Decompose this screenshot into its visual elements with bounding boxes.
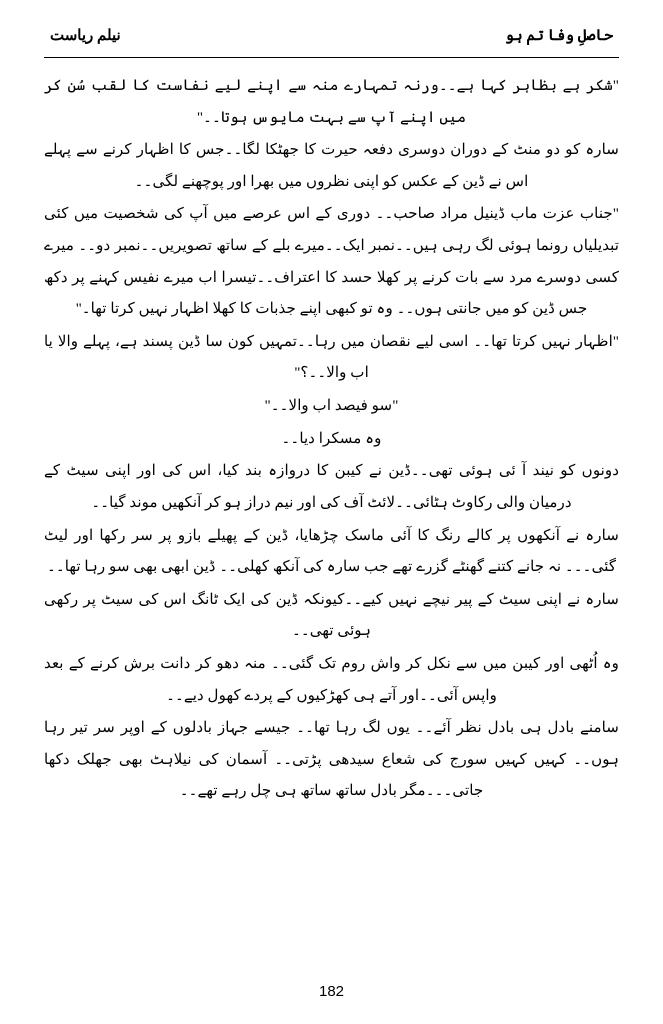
paragraph: وہ مسکرا دیا۔۔ <box>281 429 382 447</box>
paragraph: سارہ نے آنکھوں پر کالے رنگ کا آئی ماسک چڑھایا، ڈین کے پھیلے بازو پر سر رکھا اور لیٹ گئی۔۔۔ نہ جانے کتنے گھنٹے گزرے تھے جب سارہ کی آنکھ کھلی۔۔ ڈین ابھی بھی سو رہا تھا۔۔ <box>44 526 619 576</box>
paragraph: وہ اُٹھی اور کیبن میں سے نکل کر واش روم تک گئی۔۔ منہ دھو کر دانت برش کرنے کے بعد واپس آئی۔۔اور آتے ہی کھڑکیوں کے پردے کھول دیے۔۔ <box>44 654 619 704</box>
header-divider <box>44 57 619 58</box>
paragraph: "جناب عزت ماب ڈینیل مراد صاحب۔۔ دوری کے اس عرصے میں آپ کی شخصیت میں کئی تبدیلیاں رونما ہوئی لگ رہی ہیں۔۔نمبر ایک۔۔میرے بلے کے ساتھ تصویریں۔۔نمبر دو۔۔ میرے کسی دوسرے مرد سے بات کرنے پر کھلا حسد کا اعتراف۔۔تیسرا اب میرے نفیس کہنے پر دکھ جس ڈین کو میں جانتی ہوں۔۔ وہ تو کبھی اپنے جذبات کا کھلا اظہار نہیں کرتا تھا۔" <box>44 205 619 318</box>
body-text <box>44 70 619 807</box>
paragraph: "سو فیصد اب والا۔۔" <box>264 397 399 415</box>
paragraph: دونوں کو نیند آ ئی ہوئی تھی۔۔ڈین نے کیبن کا دروازہ بند کیا، اس کی اور اپنی سیٹ کے درمیان والی رکاوٹ ہٹائی۔۔لائٹ آف کی اور نیم دراز ہو کر آنکھیں موند گیا۔۔ <box>44 462 619 511</box>
author-name: نیلم ریاست <box>50 28 121 44</box>
page-header <box>44 26 619 47</box>
page-number: 182 <box>318 983 345 1000</box>
paragraph: "اظہار نہیں کرتا تھا۔۔ اسی لیے نقصان میں رہا۔۔تمہیں کون سا ڈین پسند ہے، پہلے والا یا اب والا۔۔؟" <box>44 332 619 382</box>
book-title: حاصلِ وفا تم ہو <box>505 28 613 44</box>
paragraph: "شکر ہے بظاہر کہا ہے۔۔ورنہ تمہارے منہ سے اپنے لیے نفاست کا لقب سُن کر میں اپنے آپ سے بہت مایوس ہوتا۔۔" <box>44 77 619 126</box>
paragraph: سارہ نے اپنی سیٹ کے پیر نیچے نہیں کیے۔۔کیونکہ ڈین کی ایک ٹانگ اس کی سیٹ پر رکھی ہوئی تھی۔۔ <box>44 590 619 640</box>
paragraph: سارہ کو دو منٹ کے دوران دوسری دفعہ حیرت کا جھٹکا لگا۔۔جس کا اظہار کرنے سے پہلے اس نے ڈین کے عکس کو اپنی نظروں میں بھرا اور پوچھنے لگی۔۔ <box>44 141 619 190</box>
paragraph: سامنے بادل ہی بادل نظر آئے۔۔ یوں لگ رہا تھا۔۔ جیسے جہاز بادلوں کے اوپر سر تیر رہا ہوں۔۔ کہیں کہیں سورج کی شعاع سیدھی پڑتی۔۔ آسمان کی نیلاہٹ بھی جھلک دکھا جاتی۔۔۔مگر بادل ساتھ ساتھ ہی چل رہے تھے۔۔ <box>44 719 619 800</box>
